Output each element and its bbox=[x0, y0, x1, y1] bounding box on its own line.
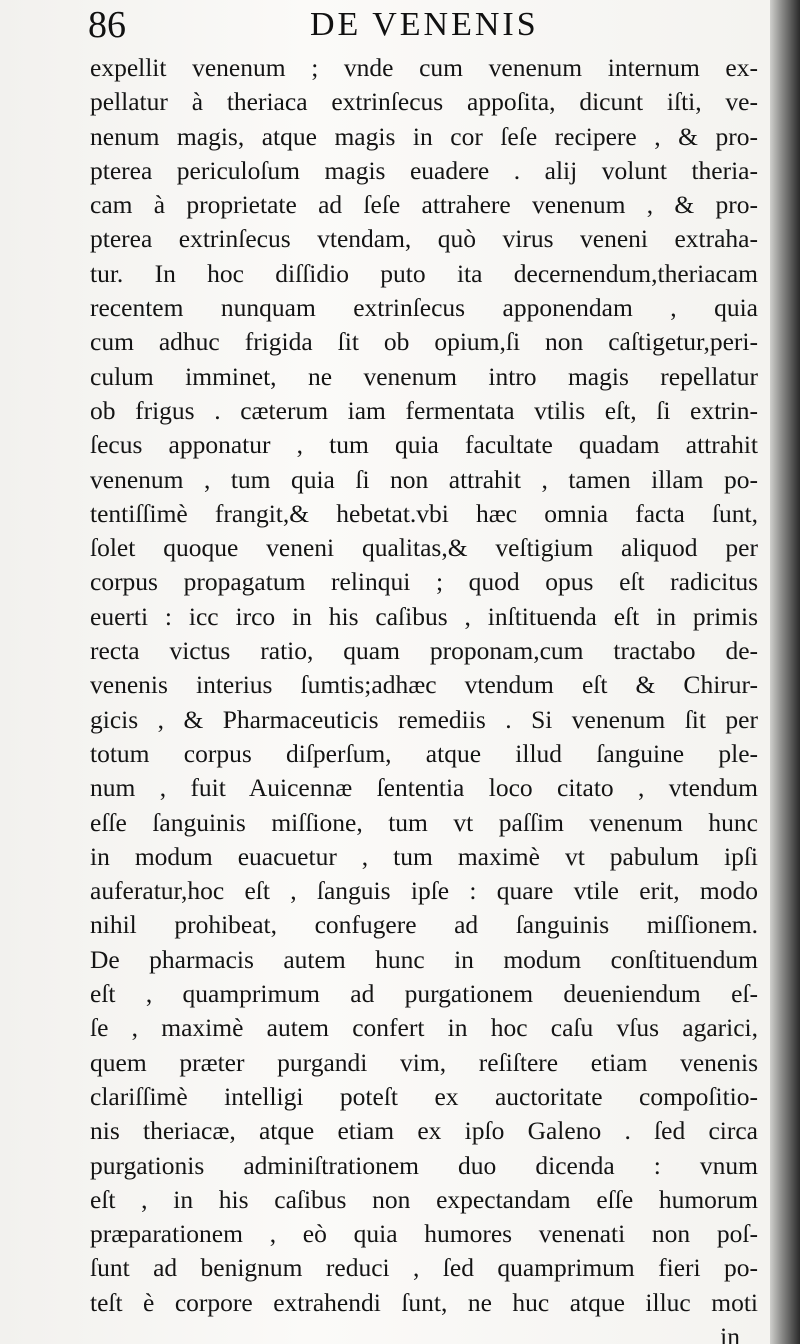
text-line: ſecus apponatur , tum quia facultate quadam attrahit bbox=[90, 430, 758, 460]
text-line: nihil prohibeat, confugere ad ſanguinis miſſionem. bbox=[90, 910, 758, 940]
text-line: tur. In hoc diſſidio puto ita decernendum,theriacam bbox=[90, 258, 758, 288]
text-line: ſunt ad benignum reduci , ſed quamprimum fieri po- bbox=[90, 1253, 758, 1283]
text-line: venenum , tum quia ſi non attrahit , tamen illam po- bbox=[90, 464, 758, 494]
text-line: præparationem , eò quia humores venenati non poſ- bbox=[90, 1219, 758, 1249]
text-line: corpus propagatum relinqui ; quod opus eſt radicitus bbox=[90, 567, 758, 597]
text-line: pterea periculoſum magis euadere . alij volunt theria- bbox=[90, 155, 758, 185]
text-line: eſt , in his caſibus non expectandam eſſe humorum bbox=[90, 1184, 758, 1214]
text-line: euerti : icc irco in his caſibus , inſtituenda eſt in primis bbox=[90, 601, 758, 631]
text-line: culum imminet, ne venenum intro magis repellatur bbox=[90, 361, 758, 391]
running-title: DE VENENIS bbox=[310, 6, 539, 43]
text-line: in modum euacuetur , tum maximè vt pabulum ipſi bbox=[90, 841, 758, 871]
text-line: eſſe ſanguinis miſſione, tum vt paſſim venenum hunc bbox=[90, 807, 758, 837]
page-number: 86 bbox=[88, 4, 126, 46]
page-edge-shadow bbox=[770, 0, 800, 1344]
text-line: nis theriacæ, atque etiam ex ipſo Galeno . ſed circa bbox=[90, 1116, 758, 1146]
text-line: recta victus ratio, quam proponam,cum tractabo de- bbox=[90, 636, 758, 666]
text-line: gicis , & Pharmaceuticis remediis . Si venenum ſit per bbox=[90, 704, 758, 734]
page-header bbox=[88, 4, 708, 46]
text-line: De pharmacis autem hunc in modum conſtituendum bbox=[90, 944, 758, 974]
text-line: tentiſſimè frangit,& hebetat.vbi hæc omnia facta ſunt, bbox=[90, 498, 758, 528]
text-line: auferatur,hoc eſt , ſanguis ipſe : quare vtile erit, modo bbox=[90, 876, 758, 906]
text-line: totum corpus diſperſum, atque illud ſanguine ple- bbox=[90, 738, 758, 768]
text-line: pellatur à theriaca extrinſecus appoſita, dicunt iſti, ve- bbox=[90, 87, 758, 117]
text-line: cam à proprietate ad ſeſe attrahere venenum , & pro- bbox=[90, 190, 758, 220]
text-line: cum adhuc frigida ſit ob opium,ſi non caſtigetur,peri- bbox=[90, 327, 758, 357]
text-line: clariſſimè intelligi poteſt ex auctoritate compoſitio- bbox=[90, 1081, 758, 1111]
text-line: venenis interius ſumtis;adhæc vtendum eſt & Chirur- bbox=[90, 670, 758, 700]
text-line: pterea extrinſecus vtendam, quò virus veneni extraha- bbox=[90, 224, 758, 254]
text-line: recentem nunquam extrinſecus apponendam , quia bbox=[90, 293, 758, 323]
text-line: ſe , maximè autem confert in hoc caſu vſus agarici, bbox=[90, 1013, 758, 1043]
text-line: num , fuit Auicennæ ſententia loco citato , vtendum bbox=[90, 773, 758, 803]
text-line: eſt , quamprimum ad purgationem deueniendum eſ- bbox=[90, 979, 758, 1009]
body-text bbox=[90, 51, 758, 1344]
text-line: purgationis adminiſtrationem duo dicenda : vnum bbox=[90, 1150, 758, 1180]
text-line: quem præter purgandi vim, reſiſtere etiam venenis bbox=[90, 1047, 758, 1077]
text-line: ſolet quoque veneni qualitas,& veſtigium aliquod per bbox=[90, 533, 758, 563]
text-line: ob frigus . cæterum iam fermentata vtilis eſt, ſi extrin- bbox=[90, 395, 758, 425]
text-line: nenum magis, atque magis in cor ſeſe recipere , & pro- bbox=[90, 121, 758, 151]
text-line: expellit venenum ; vnde cum venenum internum ex- bbox=[90, 53, 758, 82]
catchword: in bbox=[720, 1321, 740, 1344]
text-line: teſt è corpore extrahendi ſunt, ne huc atque illuc moti bbox=[90, 1287, 758, 1317]
